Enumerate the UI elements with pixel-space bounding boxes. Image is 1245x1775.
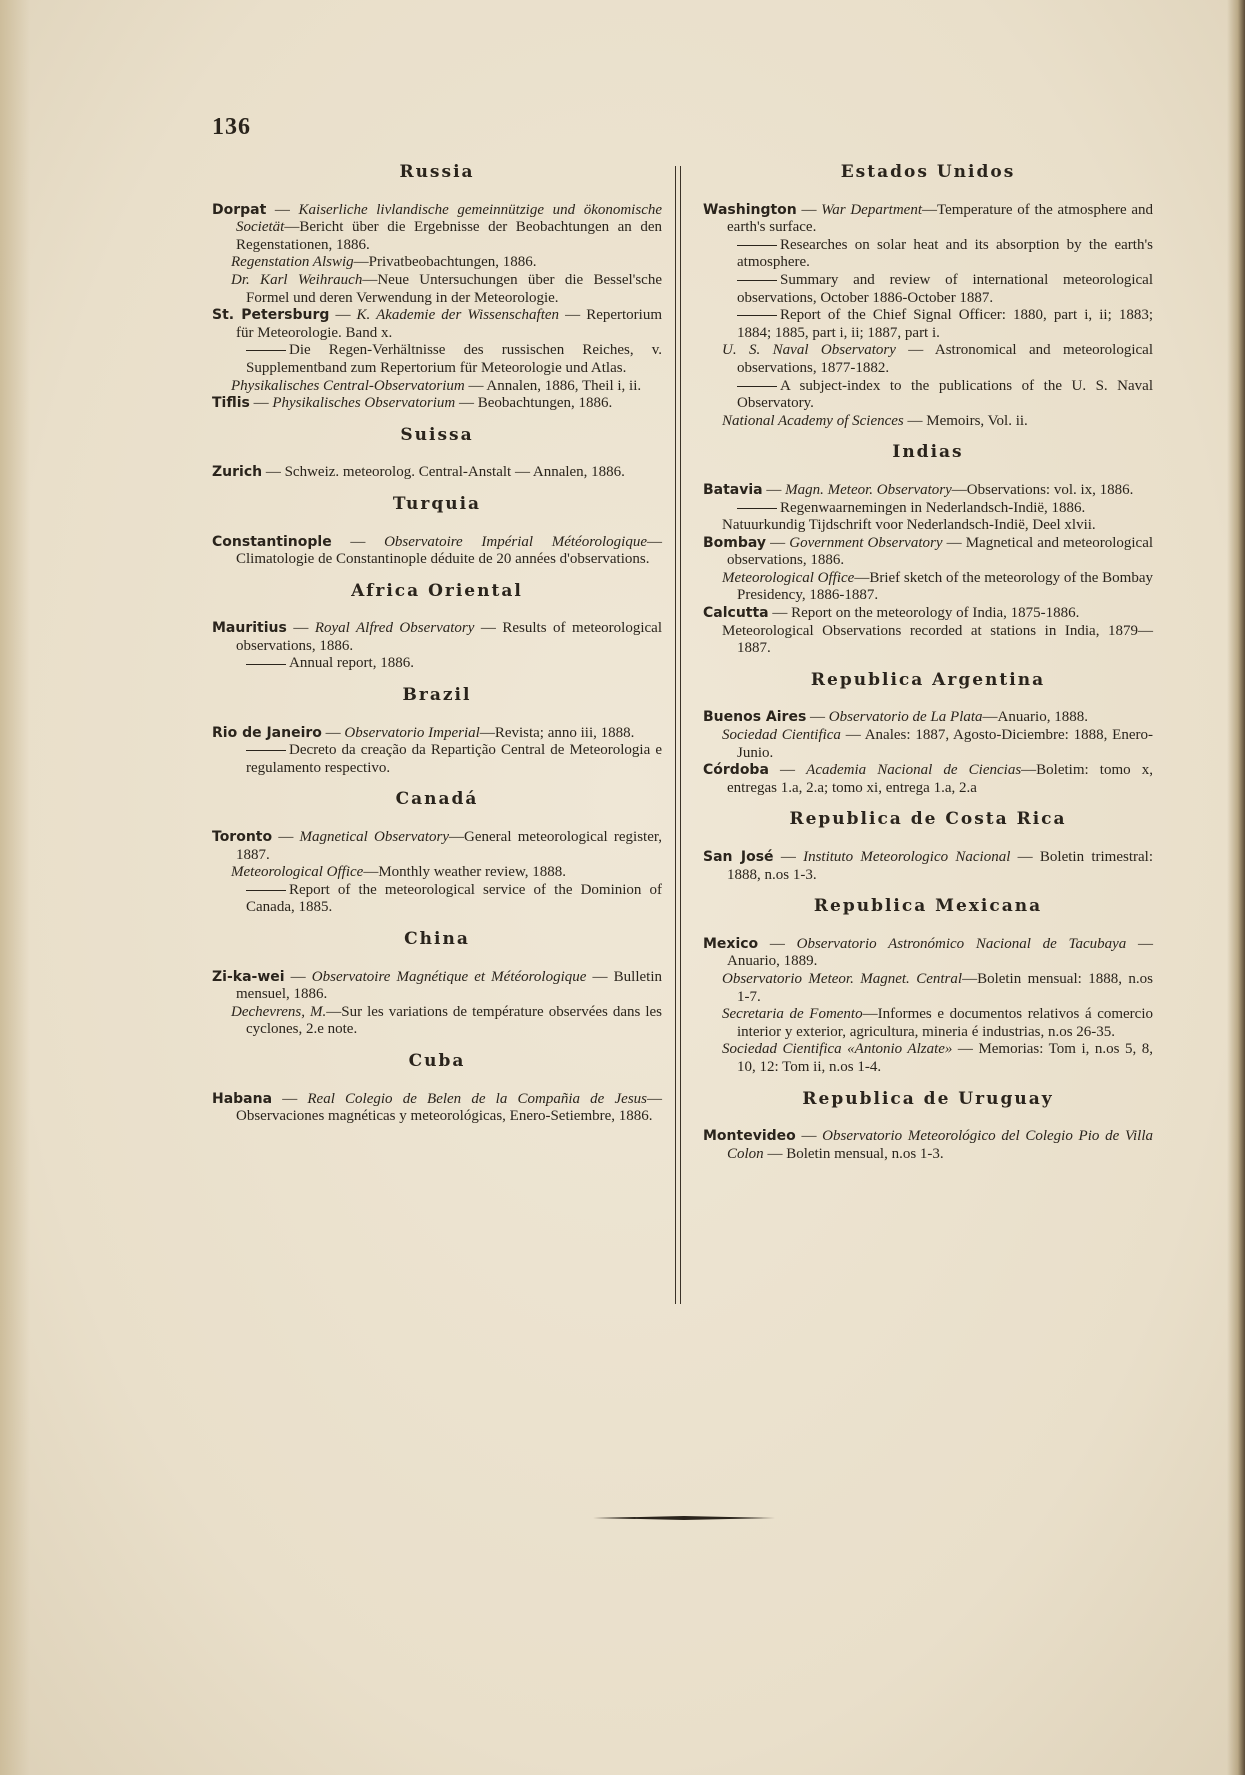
institution-name: Real Colegio de Belen de la Compañia de Jesus <box>307 1090 647 1107</box>
section-heading-brazil: Brazil <box>402 685 472 706</box>
entry-text: Boletin mensual, n.os 1-3. <box>786 1145 944 1162</box>
institution-name: K. Akademie der Wissenschaften <box>356 307 560 324</box>
ditto-dash <box>246 750 286 751</box>
entry-sub <box>703 307 1153 342</box>
entry-text: A subject-index to the publications of the U. S. Naval Observatory. <box>737 377 1153 412</box>
section-heading-canada: Canadá <box>395 789 479 810</box>
entry-dorpat: Dorpat — Kaiserliche livlandische gemeinnützige und ökonomische Societät—Bericht über die Ergebnisse der Beobachtungen an den Regenstationen, 1886. <box>212 201 663 253</box>
institution-name: Dr. Karl Weihrauch <box>231 271 363 288</box>
institution-name: U. S. Naval Observatory <box>722 342 896 359</box>
entry-text: Observations: vol. ix, 1886. <box>966 481 1134 498</box>
section-heading-russia: Russia <box>399 162 475 182</box>
entry-text: Decreto da creação da Repartição Central de Meteorologia e regulamento respectivo. <box>246 742 662 776</box>
section-heading-estados-unidos: Estados Unidos <box>840 162 1016 182</box>
entry-st-petersburg: St. Petersburg — K. Akademie der Wissenschaften — Repertorium für Meteorologie. Band x. <box>212 307 663 341</box>
place-name: Dorpat <box>212 201 267 218</box>
entry-text: Neue Untersuchungen über die Bessel'sche Formel und deren Verwendung in der Meteorologie. <box>246 271 662 306</box>
section-heading-china: China <box>404 929 470 949</box>
entry-sub: Observatorio Meteor. Magnet. Central—Boletin mensual: 1888, n.os 1-7. <box>722 970 1153 1005</box>
entry-constantinople: Constantinople — Observatoire Impérial Météorologique— Climatologie de Constantinople déduite de 20 années d'observations. <box>212 533 662 568</box>
entry-sub <box>703 272 1153 307</box>
place-name: Zurich <box>212 464 263 481</box>
entry-text: Monthly weather review, 1888. <box>378 864 567 881</box>
entry-text: Report of the meteorological service of the Dominion of Canada, 1885. <box>246 881 662 916</box>
entry-text: Anuario, 1889. <box>727 953 818 970</box>
entry-text: Observaciones magnéticas y meteorológicas, Enero-Setiembre, 1886. <box>236 1108 653 1125</box>
institution-name: Sociedad Cientifica «Antonio Alzate» <box>722 1041 953 1058</box>
institution-name: Observatorio de La Plata <box>828 709 983 726</box>
ditto-dash <box>246 890 286 891</box>
entry-text: Repertorium für Meteorologie. Band x. <box>236 307 663 341</box>
place-name: St. Petersburg <box>212 307 330 324</box>
entry-batavia: Batavia — Magn. Meteor. Observatory—Observations: vol. ix, 1886. <box>703 481 1134 498</box>
entry-text: Die Regen-Verhältnisse des russischen Reiches, v. Supplementband zum Repertorium für Meteorologie und Atlas. <box>246 342 662 376</box>
entry-zurich: Zurich — Schweiz. meteorolog. Central-Anstalt — Annalen, 1886. <box>212 464 625 481</box>
place-name: Calcutta <box>703 605 769 622</box>
entry-text: Sur les variations de température observées dans les cyclones, 2.e note. <box>246 1003 663 1038</box>
entry-sub <box>212 742 662 777</box>
entry-text: Bericht über die Ergebnisse der Beobachtungen an den Regenstationen, 1886. <box>236 219 662 253</box>
entry-sub <box>703 237 1153 272</box>
entry-sub <box>703 517 1153 535</box>
entry-sub <box>212 882 662 917</box>
left-column <box>212 164 662 1126</box>
entry-text: Magnetical and meteorological observations, 1886. <box>727 534 1154 569</box>
institution-name: Academia Nacional de Ciencias <box>806 762 1022 779</box>
place-name: Zi-ka-wei <box>212 968 285 985</box>
entry-san-jose: San José — Instituto Meteorologico Nacional — Boletin trimestral: 1888, n.os 1-3. <box>703 849 1153 883</box>
section-heading-uruguay: Republica de Uruguay <box>802 1088 1054 1109</box>
institution-name: Observatorio Imperial <box>344 724 480 741</box>
entry-mauritius: Mauritius — Royal Alfred Observatory — Results of meteorological observations, 1886. <box>212 620 662 654</box>
entry-text: Anales: 1887, Agosto-Diciembre: 1888, Enero-Junio. <box>737 727 1153 761</box>
column-divider <box>675 166 681 1304</box>
ditto-dash <box>737 386 777 387</box>
institution-name: National Academy of Sciences <box>722 412 904 429</box>
entry-text: Regenwaarnemingen in Nederlandsch-Indië, 1886. <box>780 499 1086 516</box>
institution-name: Kaiserliche livlandische gemeinnützige und ökonomische Societät <box>236 201 663 236</box>
place-name: Bombay <box>703 534 767 551</box>
entry-calcutta: Calcutta — Report on the meteorology of India, 1875-1886. <box>703 605 1080 622</box>
place-name: Washington <box>703 201 797 218</box>
entry-sub: Physikalisches Central-Observatorium — Annalen, 1886, Theil i, ii. <box>231 377 642 394</box>
section-heading-turquia: Turquia <box>392 493 482 514</box>
institution-name: Meteorological Office <box>722 569 855 586</box>
entry-sub <box>212 655 662 673</box>
section-heading-indias: Indias <box>892 442 964 463</box>
entry-mexico: Mexico — Observatorio Astronómico Nacional de Tacubaya — Anuario, 1889. <box>703 935 1153 970</box>
entry-sub: Sociedad Cientifica «Antonio Alzate» — Memorias: Tom i, n.os 5, 8, 10, 12: Tom ii, n.os 1-4. <box>722 1041 1153 1075</box>
institution-name: Government Observatory <box>789 534 943 551</box>
institution-name: Sociedad Cientifica <box>722 727 841 744</box>
institution-name: Observatorio Meteorológico del Colegio Pio de Villa Colon <box>727 1128 1153 1162</box>
entry-text: Report of the Chief Signal Officer: 1880, part i, ii; 1883; 1884; 1885, part i, ii; 1887, part i. <box>737 307 1153 341</box>
entry-text: Brief sketch of the meteorology of the Bombay Presidency, 1886-1887. <box>737 569 1154 604</box>
ditto-dash <box>737 315 777 316</box>
institution-name: Physikalisches Central-Observatorium <box>231 377 465 394</box>
right-column <box>703 164 1153 1163</box>
place-name: Tiflis <box>212 395 250 412</box>
entry-text: Report on the meteorology of India, 1875-1886. <box>791 605 1080 622</box>
entry-text: Schweiz. meteorolog. Central-Anstalt — Annalen, 1886. <box>284 464 625 481</box>
ditto-dash <box>737 280 777 281</box>
institution-name: War Department <box>821 201 922 218</box>
entry-text: Privatbeobachtungen, 1886. <box>368 254 537 271</box>
entry-sub: National Academy of Sciences — Memoirs, Vol. ii. <box>722 412 1028 429</box>
section-heading-mexicana: Republica Mexicana <box>813 896 1043 917</box>
entry-cordoba: Córdoba — Academia Nacional de Ciencias—Boletim: tomo x, entregas 1.a, 2.a; tomo xi, entrega 1.a, 2.a <box>703 762 1153 796</box>
entry-text: Boletin mensual: 1888, n.os 1-7. <box>737 970 1153 1005</box>
place-name: Mexico <box>703 935 759 952</box>
entry-montevideo: Montevideo — Observatorio Meteorológico del Colegio Pio de Villa Colon — Boletin mensual, n.os 1-3. <box>703 1128 1153 1162</box>
entry-sub: Dechevrens, M.—Sur les variations de température observées dans les cyclones, 2.e note. <box>231 1003 663 1038</box>
section-heading-suissa: Suissa <box>400 424 474 445</box>
entry-sub <box>212 342 662 377</box>
entry-text: Annalen, 1886, Theil i, ii. <box>486 377 642 394</box>
section-heading-costa-rica: Republica de Costa Rica <box>789 809 1067 830</box>
page-edge-right <box>1227 0 1245 1775</box>
entry-text: Astronomical and meteorological observations, 1877-1882. <box>737 342 1153 376</box>
place-name: Batavia <box>703 481 763 498</box>
entry-text: Results of meteorological observations, 1886. <box>236 620 662 654</box>
entry-text: Summary and review of international meteorological observations, October 1886-October 1887. <box>737 271 1153 306</box>
entry-text: Temperature of the atmosphere and earth's surface. <box>727 201 1153 236</box>
ditto-dash <box>737 508 777 509</box>
entry-sub <box>703 378 1153 413</box>
entry-sub <box>703 623 1153 658</box>
institution-name: Meteorological Office <box>231 864 364 881</box>
entry-washington: Washington — War Department—Temperature of the atmosphere and earth's surface. <box>703 201 1153 236</box>
entry-sub: Dr. Karl Weihrauch—Neue Untersuchungen über die Bessel'sche Formel und deren Verwendung in der Meteorologie. <box>231 271 662 306</box>
entry-text: Beobachtungen, 1886. <box>477 395 613 412</box>
place-name: San José <box>703 849 774 865</box>
institution-name: Royal Alfred Observatory <box>314 620 475 637</box>
entry-sub: Meteorological Office—Brief sketch of the meteorology of the Bombay Presidency, 1886-1887. <box>722 569 1154 604</box>
entry-text: Memoirs, Vol. ii. <box>926 412 1028 429</box>
institution-name: Physikalisches Observatorium <box>272 395 456 412</box>
place-name: Rio de Janeiro <box>212 724 322 741</box>
place-name: Constantinople <box>212 533 332 550</box>
entry-habana: Habana — Real Colegio de Belen de la Compañia de Jesus— Observaciones magnéticas y meteorológicas, Enero-Setiembre, 1886. <box>212 1090 662 1125</box>
page-number: 136 <box>212 114 251 140</box>
place-name: Mauritius <box>212 620 287 637</box>
entry-toronto: Toronto — Magnetical Observatory—General meteorological register, 1887. <box>212 829 662 863</box>
ditto-dash <box>246 350 286 351</box>
entry-text: Climatologie de Constantinople déduite de 20 années d'observations. <box>236 551 650 568</box>
institution-name: Instituto Meteorologico Nacional <box>803 849 1011 865</box>
entry-tiflis: Tiflis — Physikalisches Observatorium — Beobachtungen, 1886. <box>212 395 613 412</box>
entry-bombay: Bombay — Government Observatory — Magnetical and meteorological observations, 1886. <box>703 534 1154 569</box>
page-edge-left <box>0 0 30 1775</box>
entry-zikawei: Zi-ka-wei — Observatoire Magnétique et Météorologique — Bulletin mensuel, 1886. <box>212 968 662 1003</box>
institution-name: Observatorio Astronómico Nacional de Tacubaya <box>796 935 1127 952</box>
institution-name: Regenstation Alswig <box>231 254 354 271</box>
institution-name: Magn. Meteor. Observatory <box>785 481 952 498</box>
place-name: Habana <box>212 1090 273 1107</box>
entry-sub <box>703 500 1153 518</box>
section-heading-cuba: Cuba <box>408 1050 466 1071</box>
institution-name: Dechevrens, M. <box>231 1003 327 1020</box>
entry-text: Anuario, 1888. <box>997 709 1088 726</box>
entry-text: General meteorological register, 1887. <box>236 829 662 863</box>
entry-rio: Rio de Janeiro — Observatorio Imperial—Revista; anno iii, 1888. <box>212 724 635 741</box>
institution-name: Magnetical Observatory <box>299 829 450 846</box>
section-heading-argentina: Republica Argentina <box>810 669 1046 690</box>
place-name: Buenos Aires <box>703 709 807 726</box>
ditto-dash <box>737 245 777 246</box>
entry-sub: Sociedad Cientifica — Anales: 1887, Agosto-Diciembre: 1888, Enero-Junio. <box>722 727 1153 761</box>
entry-buenos-aires: Buenos Aires — Observatorio de La Plata—Anuario, 1888. <box>703 709 1088 726</box>
entry-text: Memorias: Tom i, n.os 5, 8, 10, 12: Tom ii, n.os 1-4. <box>737 1041 1153 1075</box>
institution-name: Observatoire Magnétique et Météorologique <box>311 968 587 985</box>
entry-text: Revista; anno iii, 1888. <box>494 724 635 741</box>
entry-text: Annual report, 1886. <box>289 655 414 672</box>
entry-sub: Meteorological Office—Monthly weather review, 1888. <box>231 864 567 881</box>
entry-text: Meteorological Observations recorded at stations in India, 1879—1887. <box>722 622 1153 657</box>
entry-text: Informes e documentos relativos á comercio interior y exterior, agricultura, mineria é industrias, n.os 26-35. <box>737 1006 1154 1040</box>
entry-text: Natuurkundig Tijdschrift voor Nederlandsch-Indië, Deel xlvii. <box>722 517 1096 534</box>
section-heading-africa: Africa Oriental <box>351 580 523 601</box>
end-ornament <box>593 1516 775 1520</box>
entry-sub: U. S. Naval Observatory — Astronomical and meteorological observations, 1877-1882. <box>722 342 1153 376</box>
entry-text: Boletin trimestral: 1888, n.os 1-3. <box>727 849 1153 883</box>
institution-name: Secretaria de Fomento <box>722 1006 863 1023</box>
entry-text: Boletim: tomo x, entregas 1.a, 2.a; tomo xi, entrega 1.a, 2.a <box>727 762 1153 796</box>
entry-sub: Regenstation Alswig—Privatbeobachtungen, 1886. <box>231 254 537 271</box>
entry-text: Researches on solar heat and its absorption by the earth's atmosphere. <box>737 236 1153 271</box>
institution-name: Observatoire Impérial Météorologique <box>384 533 647 550</box>
entry-text: Bulletin mensuel, 1886. <box>236 968 662 1003</box>
entry-sub: Secretaria de Fomento—Informes e documentos relativos á comercio interior y exterior, agricultura, mineria é industrias, n.os 26-35. <box>722 1006 1154 1040</box>
institution-name: Observatorio Meteor. Magnet. Central <box>722 970 963 987</box>
ditto-dash <box>246 664 286 665</box>
place-name: Córdoba <box>703 762 769 779</box>
place-name: Toronto <box>212 829 273 846</box>
place-name: Montevideo <box>703 1128 796 1145</box>
